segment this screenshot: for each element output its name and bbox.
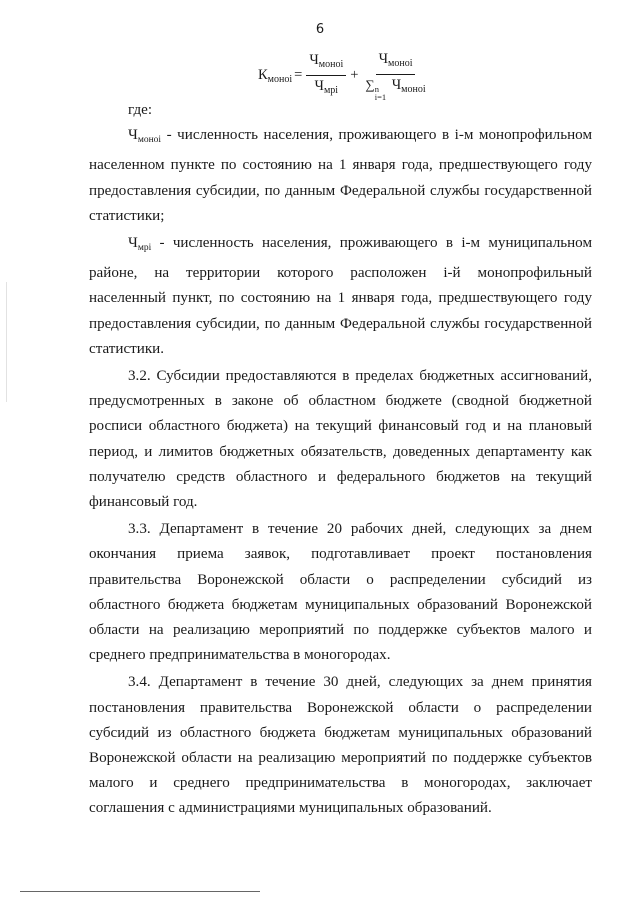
formula-fraction-1 — [306, 51, 346, 100]
paragraph-3-2: 3.2. Субсидии предоставляются в пределах бюджетных ассигнований, предусмотренных в законе об областном бюджете (сводной бюджетной росписи областного бюджета) на текущий финансовый год и на плановый период, и лимитов бюджетных обязательств, доведенных департаменту как получателю средств областного и федерального бюджетов на текущий финансовый год. — [89, 368, 592, 511]
sum-limits: n i=1 — [374, 84, 387, 102]
fraction-1-numerator: $Ч_{моноі}$ — [306, 51, 346, 76]
sum-symbol: ∑ — [365, 77, 375, 92]
footer-rule — [20, 891, 260, 892]
formula-lhs: $К_{моноі}$ — [258, 66, 293, 85]
definition-chmr: $Ч_{мрі}$ - численность населения, проживающего в i-м муниципальном районе, на территории которого расположен i-й монопрофильный населенный пункт, по состоянию на 1 января года, предшествующего году предоставления субсидии, по данным Федеральной службы государственной статистики. — [89, 235, 592, 357]
document-body — [89, 98, 592, 822]
scan-margin-mark — [6, 282, 7, 402]
definition-chmono: $Ч_{моноі}$ - численность населения, проживающего в i-м монопрофильном населенном пункте по состоянию на 1 января года, предшествующего году предоставления субсидии, по данным Федеральной службы государственной статистики; — [89, 127, 592, 224]
formula — [258, 50, 431, 101]
variable-chmono: $Ч_{моноі}$ — [128, 127, 162, 146]
formula-fraction-2 — [362, 50, 428, 101]
paragraph-3-4: 3.4. Департамент в течение 30 дней, следующих за днем принятия постановления правительства Воронежской области о распределении субсидий из областного бюджета бюджетам муниципальных образований Воронежской области на реализацию мероприятий по поддержке субъектов малого и среднего предпринимательства в моногородах, заключает соглашения с администрациями муниципальных образований. — [89, 674, 592, 817]
page-number: 6 — [315, 22, 325, 37]
paragraph-3-3: 3.3. Департамент в течение 20 рабочих дней, следующих за днем окончания приема заявок, подготавливает проект постановления правительства Воронежской области о распределении субсидий из областного бюджета бюджетам муниципальных образований Воронежской области на реализацию мероприятий по поддержке субъектов малого и среднего предпринимательства в моногородах. — [89, 521, 592, 664]
where-label: где: — [128, 102, 153, 118]
fraction-1-denominator: $Ч_{мрі}$ — [314, 78, 339, 96]
fraction-2-denominator: ∑ n i=1 $Ч_{моноі}$ — [365, 77, 426, 102]
fraction-2-numerator: $Ч_{моноі}$ — [376, 50, 416, 75]
formula-plus: + — [350, 67, 359, 83]
variable-chmr: $Ч_{мрі}$ — [128, 235, 152, 254]
formula-equals: = — [294, 67, 303, 83]
